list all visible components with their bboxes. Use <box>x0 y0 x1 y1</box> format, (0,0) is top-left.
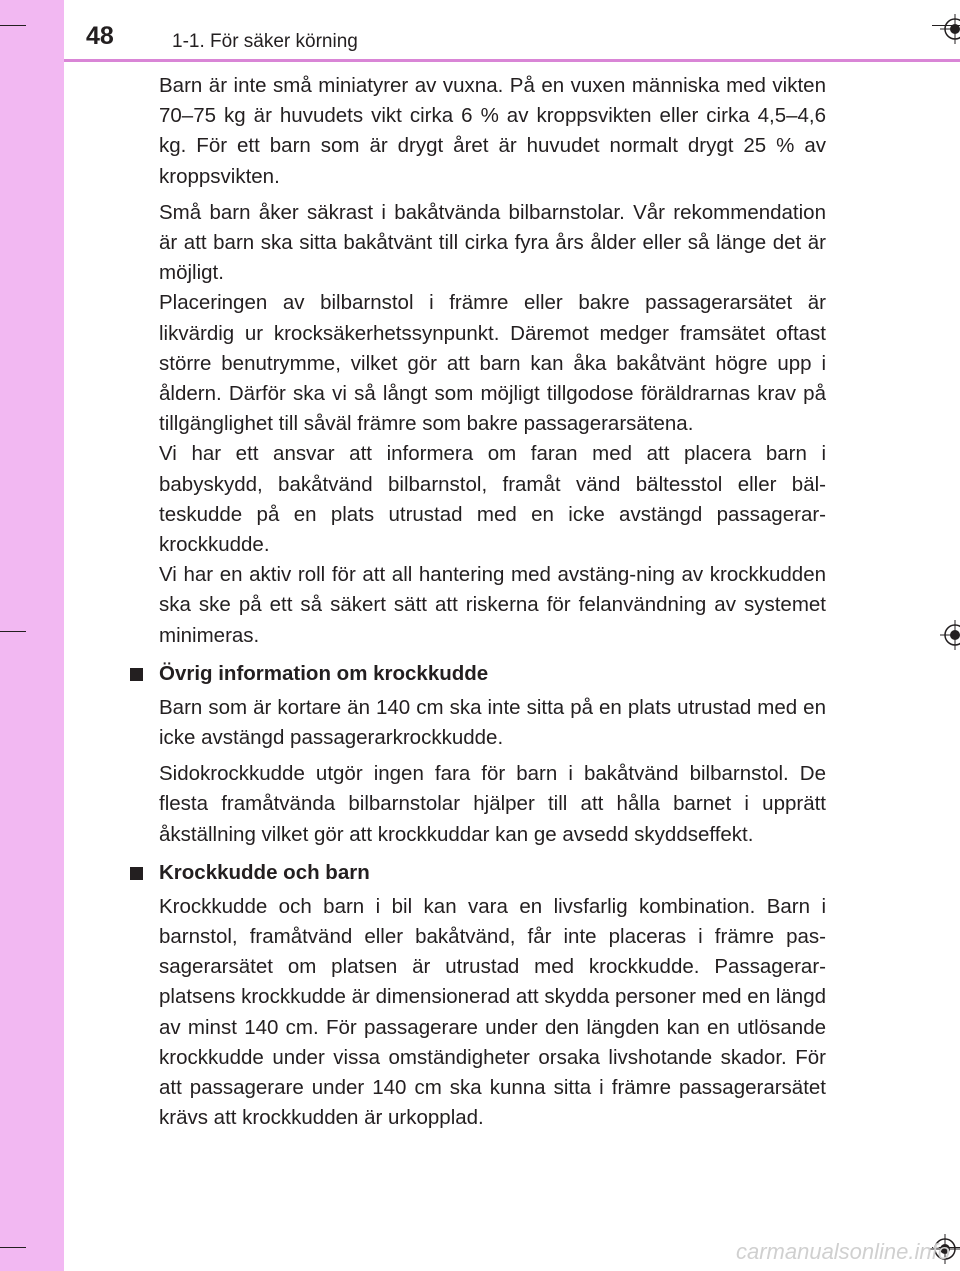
chapter-title: 1-1. För säker körning <box>172 31 358 52</box>
body-paragraph: Små barn åker säkrast i bakåtvända bilbarnstolar. Vår rekommendation är att barn ska sitta bakåtvänt till cirka fyra års ålder eller så länge det är möjligt. <box>159 200 826 285</box>
page-number: 48 <box>86 22 114 50</box>
body-paragraph: Barn är inte små miniatyrer av vuxna. På en vuxen människa med vikten 70–75 kg är huvudets vikt cirka 6 % av kroppsvikten eller cirka 4,5–4,6 kg. För ett barn som är drygt året är huvudet normalt drygt 25 % av kroppsvikten. <box>159 74 826 188</box>
header-divider <box>64 59 960 62</box>
registration-mark-icon <box>940 14 960 44</box>
square-bullet-icon <box>130 867 143 880</box>
section-heading-text: Krockkudde och barn <box>159 860 370 884</box>
page-body <box>159 71 826 1134</box>
watermark: carmanualsonline.info <box>735 1239 950 1264</box>
crop-mark <box>0 1247 26 1248</box>
body-paragraph: Barn som är kortare än 140 cm ska inte sitta på en plats utrustad med en icke avstängd passagerarkrockkudde. <box>159 695 826 750</box>
crop-mark <box>0 25 26 26</box>
body-paragraph: Sidokrockkudde utgör ingen fara för barn i bakåtvänd bilbarnstol. De flesta framåtvända bilbarnstolar hjälper till att hålla barnet i upprätt åkställning vilket gör att krockkuddar kan ge avsedd skyddseffekt. <box>159 762 826 846</box>
section-heading <box>159 858 826 888</box>
body-paragraph: Vi har ett ansvar att informera om faran med att placera barn i babyskydd, bakåtvänd bilbarnstol, framåt vänd bältesstol eller bälteskudde på en plats utrustad med en icke avstängd passagerarkrockkudde. <box>159 442 826 557</box>
section-heading <box>159 659 826 689</box>
body-paragraph: Vi har en aktiv roll för att all hantering med avstäng-ning av krockkudden ska ske på ett så säkert sätt att riskerna för felanvändning av systemet minimeras. <box>159 563 826 647</box>
chapter-tab-sidebar <box>0 0 64 1271</box>
section-heading-text: Övrig information om krockkudde <box>159 661 489 685</box>
square-bullet-icon <box>130 668 143 681</box>
body-paragraph: Placeringen av bilbarnstol i främre eller bakre passagerarsätet är likvärdig ur krocksäkerhetssynpunkt. Däremot medger framsätet oftast större benutrymme, vilket gör att barn kan åka bakåtvänt högre upp i åldern. Därför ska vi så långt som möjligt tillgodose föräldrarnas krav på tillgänglighet till såväl främre som bakre passagerarsätena. <box>159 291 826 436</box>
body-paragraph: Krockkudde och barn i bil kan vara en livsfarlig kombination. Barn i barnstol, framåtvänd eller bakåtvänd, får inte placeras i främre passagerarsätet om platsen är utrustad med krockkudde. Passagerarplatsens krockkudde är dimensionerad att skydda personer med en längd av minst 140 cm. För passagerare under den längden kan en utlösande krockkudde under vissa omständigheter orsaka livshotande skador. För att passagerare under 140 cm ska kunna sitta i främre passagerarsätet krävs att krockkudden är urkopplad. <box>159 894 826 1130</box>
registration-mark-icon <box>940 620 960 650</box>
crop-mark <box>0 631 26 632</box>
